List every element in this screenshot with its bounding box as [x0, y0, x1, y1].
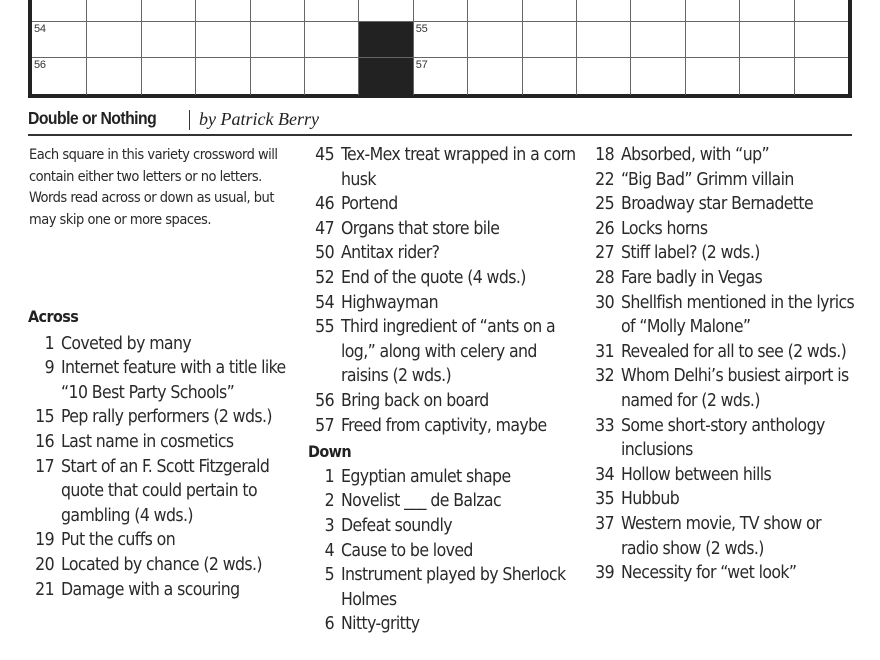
clue-number: 28: [595, 267, 614, 288]
grid-cell[interactable]: [467, 22, 521, 58]
clue-text: Third ingredient of “ants on a log,” along with celery and raisins (2 wds.): [341, 317, 556, 387]
clue-text: Egyptian amulet shape: [341, 466, 511, 487]
clue-number: 2: [324, 491, 334, 512]
grid-cell[interactable]: [250, 0, 304, 21]
grid-row-56: [32, 57, 848, 95]
grid-cell[interactable]: [413, 0, 467, 21]
clue-text: Hubbub: [621, 489, 680, 510]
grid-cell[interactable]: [413, 58, 467, 95]
clue-text: Bring back on board: [341, 390, 489, 411]
grid-cell[interactable]: [522, 0, 576, 21]
grid-cell[interactable]: [304, 58, 358, 95]
grid-cell[interactable]: [32, 58, 86, 95]
clue-item: [308, 217, 578, 242]
grid-cell[interactable]: [576, 58, 630, 95]
clue-text: Western movie, TV show or radio show (2 wds.): [621, 513, 821, 559]
grid-cell[interactable]: [794, 22, 848, 58]
clue-text: “Big Bad” Grimm villain: [621, 169, 794, 190]
clue-item: [28, 455, 298, 529]
clue-text: Nitty-gritty: [341, 614, 420, 635]
clue-text: Some short-story anthology inclusions: [621, 415, 825, 461]
clue-text: Put the cuffs on: [61, 530, 176, 551]
clue-number: 45: [315, 145, 334, 165]
clue-item: [308, 241, 578, 266]
grid-cell[interactable]: [358, 0, 412, 21]
grid-cell[interactable]: [739, 22, 793, 58]
grid-black-square: [358, 58, 412, 95]
clue-text: Revealed for all to see (2 wds.): [621, 341, 847, 362]
across-heading: Across: [28, 307, 79, 326]
clue-text: Novelist ___ de Balzac: [341, 491, 502, 512]
clue-item: [588, 143, 858, 168]
clue-text: Freed from captivity, maybe: [341, 415, 547, 436]
clue-number: 31: [595, 341, 614, 362]
grid-cell[interactable]: [141, 22, 195, 58]
grid-cell[interactable]: [630, 0, 684, 21]
clue-number: 15: [35, 407, 54, 428]
clue-number: 18: [595, 145, 614, 165]
grid-black-square: [358, 22, 412, 58]
clue-text: Located by chance (2 wds.): [61, 554, 262, 575]
grid-cell[interactable]: [304, 22, 358, 58]
grid-cell[interactable]: [195, 0, 249, 21]
grid-cell[interactable]: [32, 22, 86, 58]
clue-text: Cause to be loved: [341, 540, 473, 561]
puzzle-title: Double or Nothing: [28, 108, 157, 128]
across-clue-list-continued: [308, 143, 578, 438]
clue-number: 46: [315, 194, 334, 215]
clue-text: Stiff label? (2 wds.): [621, 243, 760, 264]
clue-number: 1: [324, 466, 334, 487]
clue-text: Highwayman: [341, 292, 439, 313]
clue-text: Portend: [341, 194, 398, 215]
clue-text: Damage with a scouring: [61, 579, 240, 600]
grid-top-partial: [32, 0, 848, 21]
clue-number: 5: [324, 565, 334, 586]
grid-cell[interactable]: [630, 22, 684, 58]
clue-item: [28, 356, 298, 405]
clue-item: [308, 315, 578, 389]
clue-number: 32: [595, 366, 614, 387]
clue-number: 19: [35, 530, 54, 551]
grid-cell[interactable]: [250, 22, 304, 58]
grid-row-54: [32, 21, 848, 58]
clue-item: [588, 266, 858, 291]
crossword-grid: [28, 0, 852, 98]
clue-item: [588, 192, 858, 217]
clue-number: 4: [324, 540, 334, 561]
clue-item: [588, 241, 858, 266]
grid-cell[interactable]: [413, 22, 467, 58]
title-separator: [189, 110, 190, 130]
puzzle-instructions: Each square in this variety crossword will contain either two letters or no letters. Words read across or down as usual, but may skip one or more spaces.: [29, 147, 278, 228]
clue-text: Absorbed, with “up”: [621, 145, 770, 165]
clue-number: 30: [595, 292, 614, 313]
clue-item: [308, 465, 578, 490]
clue-number: 55: [315, 317, 334, 338]
clue-item: [28, 430, 298, 455]
clue-number: 17: [35, 456, 54, 477]
clue-item: [308, 539, 578, 564]
grid-cell[interactable]: [794, 58, 848, 95]
clue-text: Organs that store bile: [341, 218, 500, 239]
grid-cell[interactable]: [739, 58, 793, 95]
grid-cell[interactable]: [794, 0, 848, 21]
clue-text: Shellfish mentioned in the lyrics of “Molly Malone”: [621, 292, 855, 338]
clue-number: 54: [315, 292, 334, 313]
clues-column-2: [308, 143, 578, 637]
clue-number: 16: [35, 431, 54, 452]
grid-cell[interactable]: [141, 58, 195, 95]
clue-item: [308, 143, 578, 192]
cell-number: 55: [415, 23, 428, 35]
grid-cell[interactable]: [32, 0, 86, 21]
clue-number: 27: [595, 243, 614, 264]
across-clue-list: [28, 332, 298, 603]
grid-cell[interactable]: [195, 22, 249, 58]
clue-number: 35: [595, 489, 614, 510]
clue-text: Start of an F. Scott Fitzgerald quote that could pertain to gambling (4 wds.): [61, 456, 270, 526]
clue-number: 37: [595, 513, 614, 534]
grid-cell[interactable]: [250, 58, 304, 95]
clue-item: [308, 489, 578, 514]
clue-number: 21: [35, 579, 54, 600]
grid-cell[interactable]: [685, 0, 739, 21]
clue-number: 56: [315, 390, 334, 411]
clue-item: [588, 364, 858, 413]
cell-number: 54: [34, 23, 46, 35]
grid-cell[interactable]: [86, 58, 140, 95]
clue-item: [28, 578, 298, 603]
down-clue-list: [308, 465, 578, 637]
clue-text: Antitax rider?: [341, 243, 440, 264]
clue-item: [308, 563, 578, 612]
clue-number: 1: [44, 333, 54, 354]
clue-item: [588, 340, 858, 365]
clues-column-3: [588, 143, 858, 586]
clue-text: Tex-Mex treat wrapped in a corn husk: [341, 145, 576, 190]
grid-cell[interactable]: [739, 0, 793, 21]
clue-number: 26: [595, 218, 614, 239]
clue-number: 50: [315, 243, 334, 264]
clue-number: 6: [324, 614, 334, 635]
clue-number: 34: [595, 464, 614, 485]
clue-text: End of the quote (4 wds.): [341, 267, 526, 288]
clue-number: 22: [595, 169, 614, 190]
clue-item: [588, 463, 858, 488]
puzzle-byline: by Patrick Berry: [199, 109, 319, 129]
clue-item: [308, 389, 578, 414]
clue-text: Fare badly in Vegas: [621, 267, 763, 288]
clue-text: Locks horns: [621, 218, 708, 239]
clue-text: Hollow between hills: [621, 464, 772, 485]
clue-item: [588, 487, 858, 512]
clue-item: [28, 528, 298, 553]
clue-number: 20: [35, 554, 54, 575]
clue-text: Instrument played by Sherlock Holmes: [341, 565, 566, 610]
clue-text: Broadway star Bernadette: [621, 194, 814, 215]
clue-item: [588, 512, 858, 561]
down-clue-list-continued: [588, 143, 858, 586]
clue-item: [588, 414, 858, 463]
grid-cell[interactable]: [522, 58, 576, 95]
cell-number: 57: [415, 59, 428, 71]
clue-item: [588, 561, 858, 586]
clue-item: [308, 612, 578, 637]
grid-cell[interactable]: [685, 22, 739, 58]
clue-number: 52: [315, 267, 334, 288]
clue-item: [28, 553, 298, 578]
grid-cell[interactable]: [304, 0, 358, 21]
clue-number: 9: [44, 358, 54, 379]
down-heading: Down: [308, 442, 351, 462]
clue-item: [588, 168, 858, 193]
clue-item: [588, 291, 858, 340]
clue-text: Pep rally performers (2 wds.): [61, 407, 272, 428]
grid-cell[interactable]: [195, 58, 249, 95]
cell-number: 56: [34, 59, 46, 71]
clue-number: 47: [315, 218, 334, 239]
clue-text: Whom Delhi’s busiest airport is named for (2 wds.): [621, 366, 849, 411]
clue-item: [28, 405, 298, 430]
grid-cell[interactable]: [576, 22, 630, 58]
clue-item: [28, 332, 298, 357]
puzzle-header: [28, 108, 852, 136]
clue-text: Internet feature with a title like “10 Best Party Schools”: [61, 358, 286, 403]
clue-number: 25: [595, 194, 614, 215]
grid-cell[interactable]: [630, 58, 684, 95]
grid-cell[interactable]: [86, 22, 140, 58]
clue-item: [308, 414, 578, 439]
grid-cell[interactable]: [467, 58, 521, 95]
clues-column-1: [28, 305, 298, 602]
grid-cell[interactable]: [467, 0, 521, 21]
clue-text: Coveted by many: [61, 333, 192, 354]
clue-number: 33: [595, 415, 614, 436]
grid-cell[interactable]: [522, 22, 576, 58]
grid-cell[interactable]: [685, 58, 739, 95]
grid-cell[interactable]: [576, 0, 630, 21]
clue-item: [308, 291, 578, 316]
clue-number: 39: [595, 563, 614, 584]
grid-cell[interactable]: [141, 0, 195, 21]
clue-number: 57: [315, 415, 334, 436]
grid-cell[interactable]: [86, 0, 140, 21]
clue-text: Last name in cosmetics: [61, 431, 234, 452]
clue-item: [588, 217, 858, 242]
clue-text: Defeat soundly: [341, 515, 452, 536]
clue-item: [308, 192, 578, 217]
clue-item: [308, 514, 578, 539]
clue-number: 3: [324, 515, 334, 536]
clue-text: Necessity for “wet look”: [621, 563, 797, 584]
clue-item: [308, 266, 578, 291]
